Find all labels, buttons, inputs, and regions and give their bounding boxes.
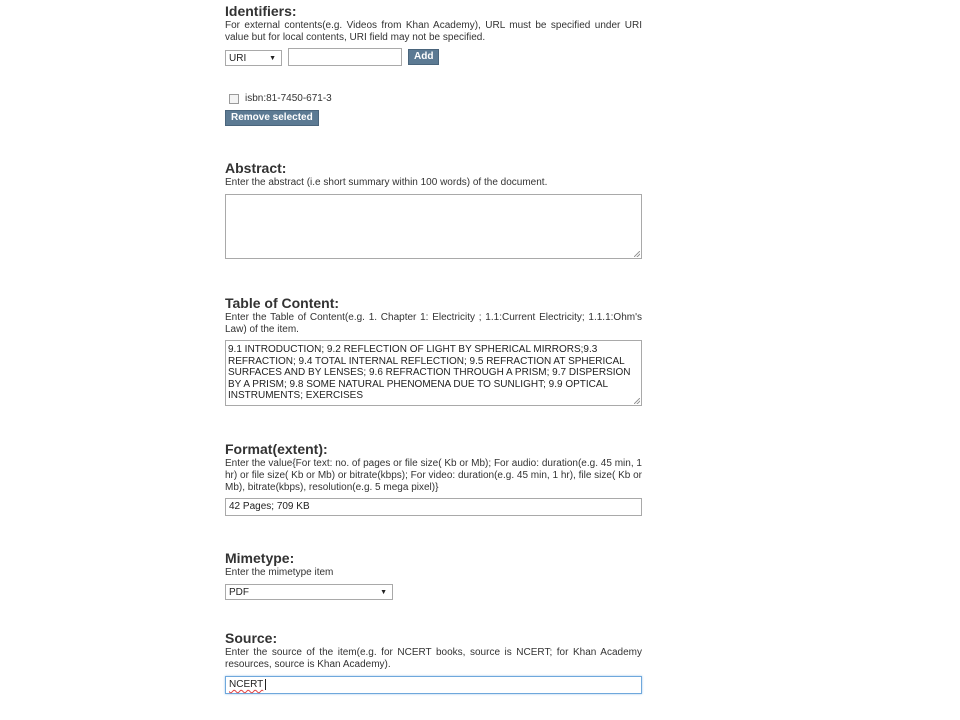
toc-section <box>225 295 642 407</box>
mimetype-heading: Mimetype: <box>225 550 295 566</box>
resize-handle-icon[interactable] <box>634 398 640 404</box>
source-input[interactable] <box>225 676 642 694</box>
toc-help: Enter the Table of Content(e.g. 1. Chapter 1: Electricity ; 1.1:Current Electricity; 1.1.1:Ohm's Law) of the item. <box>225 312 642 335</box>
abstract-textarea[interactable] <box>225 194 642 259</box>
mimetype-help: Enter the mimetype item <box>225 567 334 578</box>
identifier-type-select[interactable] <box>225 50 282 66</box>
chevron-down-icon: ▼ <box>269 55 276 62</box>
mimetype-section <box>225 550 642 602</box>
toc-value: 9.1 INTRODUCTION; 9.2 REFLECTION OF LIGHT BY SPHERICAL MIRRORS;9.3 REFRACTION; 9.4 TOTAL INTERNAL REFLECTION; 9.5 REFRACTION AT SPHERICAL SURFACES AND BY LENSES; 9.6 REFRACTION THROUGH A PRISM; 9.7 DISPERSION BY A PRISM; 9.8 SOME NATURAL PHENOMENA DUE TO SUNLIGHT; 9.9 OPTICAL INSTRUMENTS; EXERCISES <box>228 344 631 401</box>
toc-textarea[interactable] <box>225 340 642 406</box>
identifiers-heading: Identifiers: <box>225 3 297 19</box>
identifiers-section <box>225 3 642 128</box>
text-caret <box>265 679 266 690</box>
abstract-help: Enter the abstract (i.e short summary within 100 words) of the document. <box>225 177 548 188</box>
identifier-type-value: URI <box>229 53 247 64</box>
chevron-down-icon: ▼ <box>380 589 387 596</box>
source-section <box>225 630 642 696</box>
abstract-section <box>225 160 642 260</box>
mimetype-select[interactable] <box>225 584 393 600</box>
abstract-heading: Abstract: <box>225 160 287 176</box>
mimetype-value: PDF <box>229 587 249 598</box>
toc-heading: Table of Content: <box>225 295 340 311</box>
format-section <box>225 441 642 519</box>
identifiers-help: For external contents(e.g. Videos from Khan Academy), URL must be specified under URI value but for local contents, URI field may not be specified. <box>225 20 642 43</box>
format-input[interactable]: 42 Pages; 709 KB <box>225 498 642 516</box>
format-heading: Format(extent): <box>225 441 328 457</box>
source-value: NCERT <box>229 679 264 690</box>
source-heading: Source: <box>225 630 278 646</box>
format-help: Enter the value{For text: no. of pages or file size( Kb or Mb); For audio: duration(e.g. 45 min, 1 hr) or file size( Kb or Mb) or bitrate(kbps); For video: duration(e.g. 45 min, 1 hr), file size( Kb or Mb), bitrate(kbps), resolution(e.g. 5 mega pixel)} <box>225 458 642 493</box>
remove-selected-button[interactable]: Remove selected <box>225 110 319 126</box>
add-identifier-button[interactable]: Add <box>408 49 439 65</box>
identifier-item-label: isbn:81-7450-671-3 <box>245 93 332 104</box>
identifier-checkbox[interactable] <box>229 94 239 104</box>
resize-handle-icon[interactable] <box>634 251 640 257</box>
source-help: Enter the source of the item(e.g. for NCERT books, source is NCERT; for Khan Academy resources, source is Khan Academy). <box>225 647 642 670</box>
identifier-value-input[interactable] <box>288 48 402 66</box>
